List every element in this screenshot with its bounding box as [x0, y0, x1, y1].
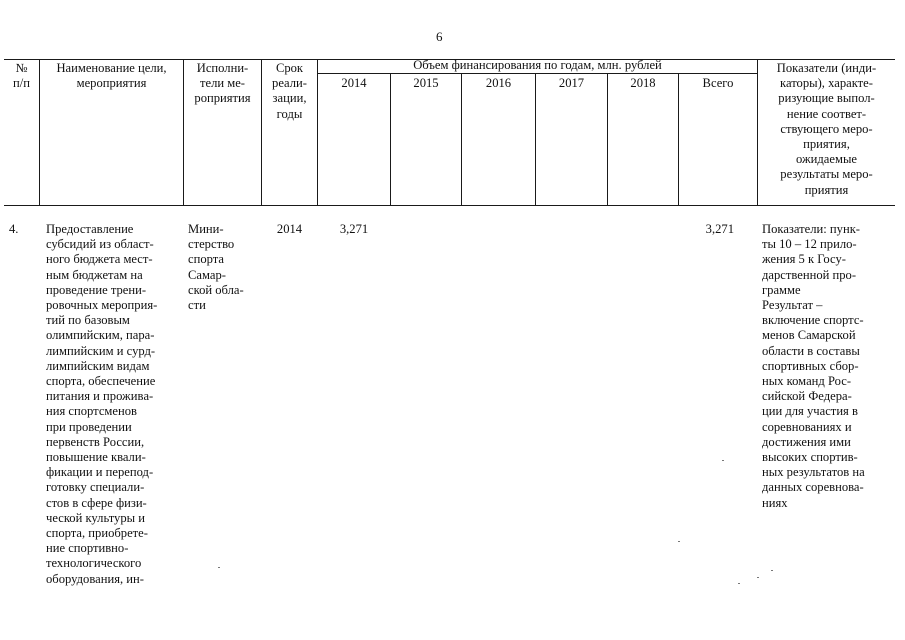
header-year-2018: 2018 — [630, 76, 656, 90]
page-number: 6 — [436, 29, 443, 44]
header-funding-title: Объем финансирования по годам, млн. рублей — [413, 58, 662, 72]
header-bottom-border — [4, 205, 895, 206]
scan-speck — [738, 583, 740, 584]
row-num: 4. — [9, 222, 19, 236]
scan-speck — [722, 460, 724, 461]
scan-speck — [678, 541, 680, 542]
row-indicators: Показатели: пунк- ты 10 – 12 прило- жения 5 к Госу- дарственной про- грамме Результат – включение спортс- менов Самарской области в составы спортивных сбор- ных команд Рос- сийской Федера- ции для участия в соревнованиях и достижения ими высоких спортив- ных результатов на данных соревнова- ниях — [762, 222, 865, 510]
header-year-2017: 2017 — [558, 76, 585, 90]
header-year-2014: 2014 — [341, 76, 367, 90]
col-divider-8 — [607, 73, 608, 205]
scan-speck — [218, 567, 220, 568]
header-year-2015: 2015 — [413, 76, 439, 90]
header-period: Срок реали- зации, годы — [272, 61, 307, 121]
row-name: Предоставление субсидий из област- ного бюджета мест- ным бюджетам на проведение трени- ровочных мероприя- тий по базовым олимпийским, пара- лимпийским и сурд- лимпийским видам спорта, обеспечение питания и проживa- ния спортсменов при проведении первенств России, повышение квали- фикации и перепод- готовку специали- стов в сфере физи- ческой культуры и спорта, приобрете- ние спортивно- технологического оборудования, ин- — [46, 222, 158, 586]
header-total: Всего — [702, 76, 734, 90]
row-total: 3,271 — [705, 222, 734, 236]
row-executors: Мини- стерство спорта Самар- ской обла- сти — [188, 222, 244, 313]
header-num: № п/п — [13, 61, 30, 91]
row-amount-2014: 3,271 — [339, 222, 369, 236]
col-divider-7 — [535, 73, 536, 205]
header-executors: Исполни- тели ме- роприятия — [194, 61, 251, 106]
row-period: 2014 — [276, 222, 303, 236]
col-divider-6 — [461, 73, 462, 205]
col-divider-9 — [678, 73, 679, 205]
scan-speck — [757, 577, 759, 578]
header-year-2016: 2016 — [485, 76, 512, 90]
col-divider-5 — [390, 73, 391, 205]
header-indicators: Показатели (инди- каторы), характе- ризующие выпол- нение соответ- ствующего меро- приятия, ожидаемые результаты меро- приятия — [776, 61, 877, 197]
scan-speck — [771, 570, 773, 571]
header-name: Наименование цели, мероприятия — [56, 61, 167, 91]
